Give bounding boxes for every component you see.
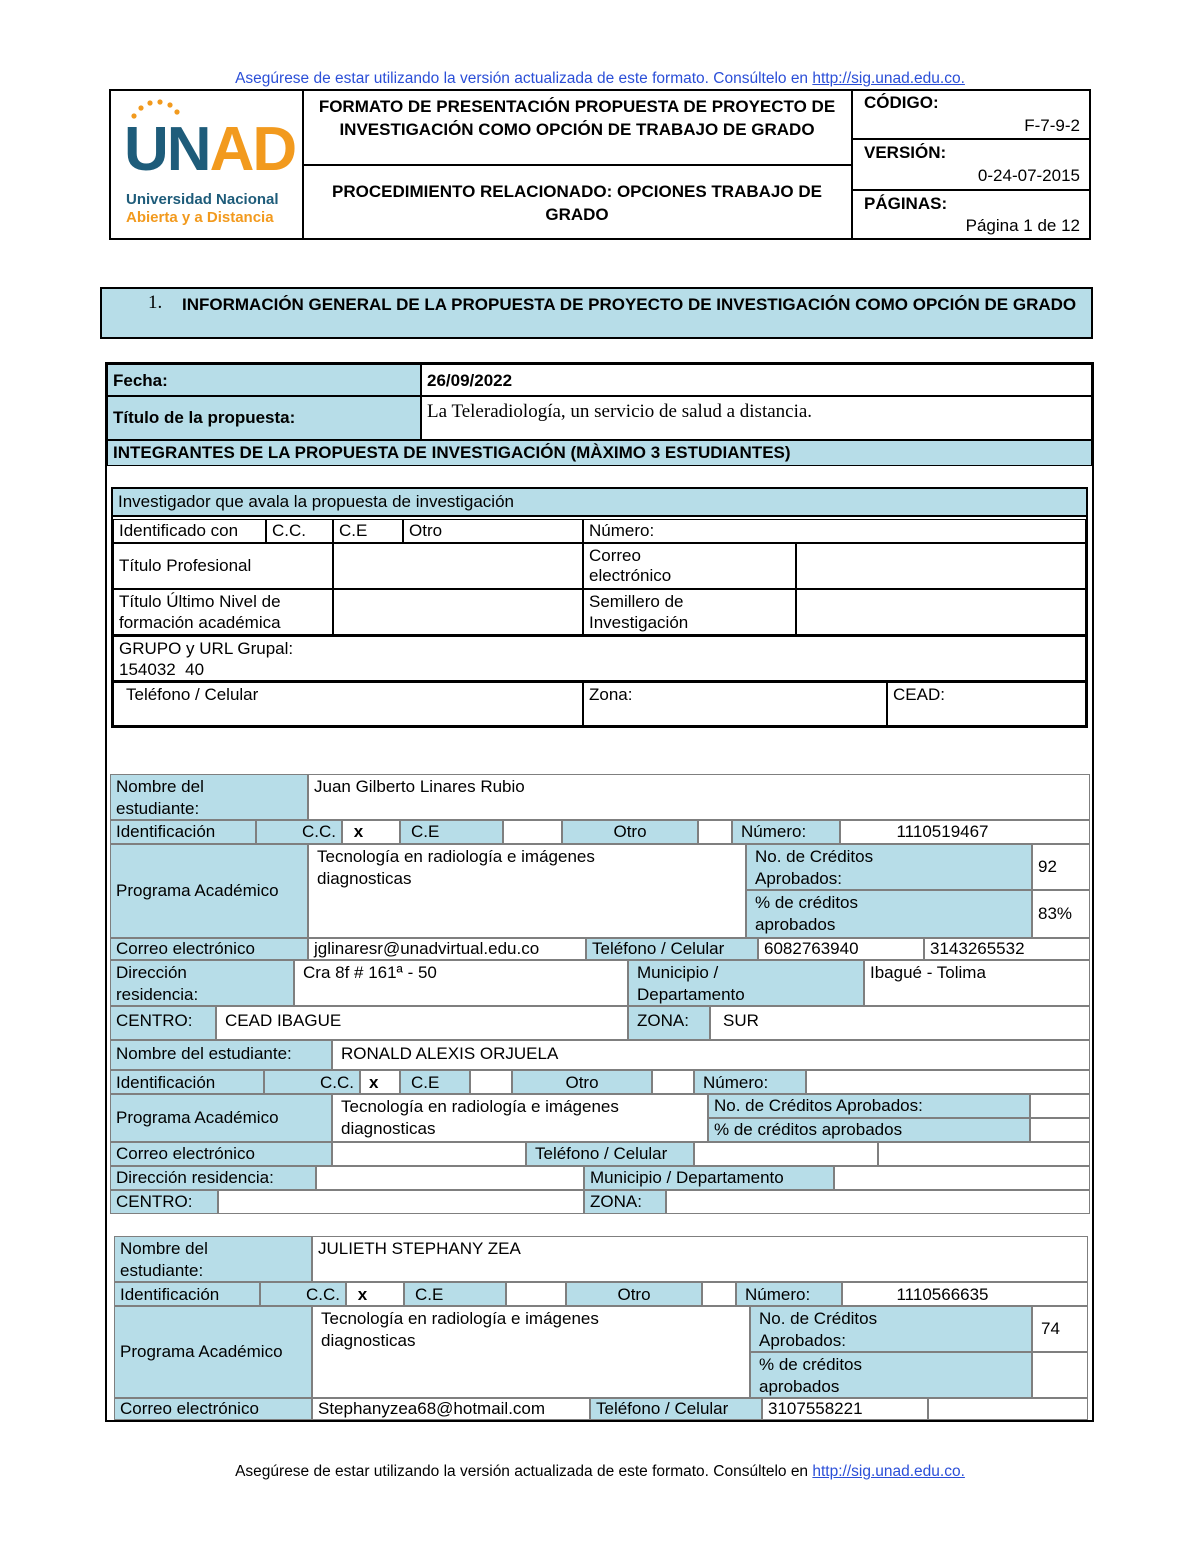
sig-link-top[interactable]: http://sig.unad.edu.co. — [812, 70, 965, 87]
integrantes-header: INTEGRANTES DE LA PROPUESTA DE INVESTIGACIÓN (MÀXIMO 3 ESTUDIANTES) — [107, 440, 1092, 466]
s2-numero[interactable] — [806, 1070, 1090, 1094]
inv-semillero-label: Semillero de Investigación — [583, 589, 796, 635]
inv-semillero-value[interactable] — [796, 589, 1086, 635]
inv-correo-label: Correo electrónico — [583, 543, 796, 589]
s3-tel1: 3107558221 — [762, 1398, 928, 1420]
s2-cc: C.C. — [264, 1070, 360, 1094]
inv-titulo-prof-label: Título Profesional — [113, 543, 333, 589]
inv-grupo-value: 154032 40 — [119, 660, 205, 679]
s2-id-label: Identificación — [110, 1070, 264, 1094]
version-notice-top — [0, 70, 1200, 88]
section1-number: 1. — [148, 292, 163, 313]
s3-numero: 1110566635 — [842, 1282, 1088, 1306]
s1-nombre: Juan Gilberto Linares Rubio — [308, 774, 1090, 820]
s1-zona: SUR — [710, 1006, 1090, 1040]
s1-mun-label: Municipio / Departamento — [628, 960, 864, 1006]
s3-otro: Otro — [566, 1282, 702, 1306]
logo-wordmark: UNAD — [124, 115, 296, 184]
s1-centro: CEAD IBAGUE — [216, 1006, 628, 1040]
s2-dir[interactable] — [316, 1166, 584, 1190]
s3-numero-label: Número: — [736, 1282, 842, 1306]
s2-tel2[interactable] — [878, 1142, 1090, 1166]
s1-correo-label: Correo electrónico — [110, 938, 308, 960]
unad-logo — [116, 96, 296, 236]
s1-numero: 1110519467 — [840, 820, 1090, 844]
s2-mun[interactable] — [834, 1166, 1090, 1190]
s3-creditos-label: No. de Créditos Aprobados: — [750, 1306, 1032, 1352]
s1-id-label: Identificación — [110, 820, 256, 844]
s3-otro-mark[interactable] — [702, 1282, 736, 1306]
sig-link-bottom[interactable]: http://sig.unad.edu.co. — [812, 1463, 965, 1480]
s2-nombre: RONALD ALEXIS ORJUELA — [332, 1040, 1090, 1070]
s1-tel-label: Teléfono / Celular — [586, 938, 758, 960]
s2-creditos-label: No. de Créditos Aprobados: — [708, 1094, 1030, 1118]
codigo-value: F-7-9-2 — [1024, 116, 1080, 135]
s3-nombre-label: Nombre del estudiante: — [114, 1236, 312, 1282]
s1-zona-label: ZONA: — [628, 1006, 710, 1040]
s2-nombre-label: Nombre del estudiante: — [110, 1040, 332, 1070]
fecha-value: 26/09/2022 — [421, 364, 1092, 396]
s1-numero-label: Número: — [732, 820, 840, 844]
s2-programa: Tecnología en radiología e imágenes diagnosticas — [332, 1094, 708, 1142]
inv-numero: Número: — [583, 519, 1086, 543]
s3-correo-label: Correo electrónico — [114, 1398, 312, 1420]
s3-correo: Stephanyzea68@hotmail.com — [312, 1398, 590, 1420]
inv-correo-value[interactable] — [796, 543, 1086, 589]
inv-grupo — [113, 635, 1086, 681]
version-notice-bottom — [0, 1463, 1200, 1481]
inv-id-label: Identificado con — [113, 519, 266, 543]
logo-line1: Universidad Nacional — [126, 191, 279, 208]
inv-zona: Zona: — [583, 681, 887, 726]
s1-tel1: 6082763940 — [758, 938, 924, 960]
s2-cc-mark: x — [360, 1070, 400, 1094]
inv-telefono: Teléfono / Celular — [113, 681, 583, 726]
s2-zona[interactable] — [666, 1190, 1090, 1214]
s1-pct-label: % de créditos aprobados — [746, 890, 1032, 938]
titulo-label: Título de la propuesta: — [107, 396, 421, 440]
s3-nombre: JULIETH STEPHANY ZEA — [312, 1236, 1088, 1282]
s2-otro: Otro — [512, 1070, 652, 1094]
s1-cc: C.C. — [256, 820, 342, 844]
s1-mun: Ibagué - Tolima — [864, 960, 1090, 1006]
logo-line2: Abierta y a Distancia — [126, 209, 274, 226]
s1-nombre-label: Nombre del estudiante: — [110, 774, 308, 820]
investigator-header: Investigador que avala la propuesta de investigación — [113, 489, 1086, 517]
s3-creditos: 74 — [1032, 1306, 1088, 1352]
s1-centro-label: CENTRO: — [110, 1006, 216, 1040]
s3-programa: Tecnología en radiología e imágenes diagnosticas — [312, 1306, 750, 1398]
paginas-value: Página 1 de 12 — [965, 216, 1080, 235]
s1-programa-label: Programa Académico — [110, 844, 308, 938]
inv-ce: C.E — [333, 519, 403, 543]
s3-cc-mark: x — [346, 1282, 404, 1306]
s2-mun-label: Municipio / Departamento — [584, 1166, 834, 1190]
s3-pct[interactable] — [1032, 1352, 1088, 1398]
s3-programa-label: Programa Académico — [114, 1306, 312, 1398]
s1-ce-mark[interactable] — [503, 820, 562, 844]
s1-programa: Tecnología en radiología e imágenes diagnosticas — [308, 844, 746, 938]
s3-cc: C.C. — [260, 1282, 346, 1306]
s1-cc-mark: x — [342, 820, 400, 844]
inv-cead: CEAD: — [887, 681, 1086, 726]
s2-programa-label: Programa Académico — [110, 1094, 332, 1142]
s2-pct-label: % de créditos aprobados — [708, 1118, 1030, 1142]
s1-ce: C.E — [400, 820, 503, 844]
s3-id-label: Identificación — [114, 1282, 260, 1306]
section1-title: INFORMACIÓN GENERAL DE LA PROPUESTA DE PROYECTO DE INVESTIGACIÓN COMO OPCIÓN DE GRADO — [182, 295, 1077, 314]
titulo-value: La Teleradiología, un servicio de salud a distancia. — [421, 396, 1092, 440]
s2-zona-label: ZONA: — [584, 1190, 666, 1214]
s2-creditos[interactable] — [1030, 1094, 1090, 1118]
s2-centro[interactable] — [218, 1190, 584, 1214]
inv-cc: C.C. — [266, 519, 333, 543]
s2-correo-label: Correo electrónico — [110, 1142, 332, 1166]
s1-creditos-label: No. de Créditos Aprobados: — [746, 844, 1032, 890]
version-notice-text-bottom: Asegúrese de estar utilizando la versión actualizada de este formato. Consúltelo en — [235, 1463, 809, 1480]
s1-pct: 83% — [1032, 890, 1090, 938]
s2-centro-label: CENTRO: — [110, 1190, 218, 1214]
s3-ce: C.E — [404, 1282, 506, 1306]
format-title: FORMATO DE PRESENTACIÓN PROPUESTA DE PROYECTO DE INVESTIGACIÓN COMO OPCIÓN DE TRABAJO DE GRADO — [318, 97, 836, 139]
s3-pct-label: % de créditos aprobados — [750, 1352, 1032, 1398]
s1-otro-mark[interactable] — [698, 820, 732, 844]
codigo-label: CÓDIGO: — [864, 93, 939, 112]
s2-dir-label: Dirección residencia: — [110, 1166, 316, 1190]
s1-correo: jglinaresr@unadvirtual.edu.co — [308, 938, 586, 960]
s2-correo[interactable] — [332, 1142, 526, 1166]
fecha-label: Fecha: — [107, 364, 421, 396]
s2-tel1[interactable] — [694, 1142, 878, 1166]
s1-creditos: 92 — [1032, 844, 1090, 890]
inv-titulo-prof-value[interactable] — [333, 543, 583, 589]
version-value: 0-24-07-2015 — [977, 166, 1080, 185]
version-label: VERSIÓN: — [864, 143, 947, 162]
s2-numero-label: Número: — [694, 1070, 806, 1094]
s1-dir-label: Dirección residencia: — [110, 960, 294, 1006]
inv-grupo-label: GRUPO y URL Grupal: — [119, 639, 294, 658]
s2-pct[interactable] — [1030, 1118, 1090, 1142]
s1-otro: Otro — [562, 820, 698, 844]
s2-tel-label: Teléfono / Celular — [526, 1142, 694, 1166]
s2-otro-mark[interactable] — [652, 1070, 694, 1094]
version-notice-text: Asegúrese de estar utilizando la versión actualizada de este formato. Consúltelo en — [235, 70, 809, 87]
s3-ce-mark[interactable] — [506, 1282, 566, 1306]
s3-tel-label: Teléfono / Celular — [590, 1398, 762, 1420]
s1-dir: Cra 8f # 161ª - 50 — [294, 960, 628, 1006]
s3-tel2[interactable] — [928, 1398, 1088, 1420]
s2-ce-mark[interactable] — [470, 1070, 512, 1094]
procedure-title: PROCEDIMIENTO RELACIONADO: OPCIONES TRABAJO DE GRADO — [332, 182, 822, 224]
s2-ce: C.E — [400, 1070, 470, 1094]
inv-titulo-ultimo-value[interactable] — [333, 589, 583, 635]
s1-tel2: 3143265532 — [924, 938, 1090, 960]
inv-titulo-ultimo-label: Título Último Nivel de formación académica — [113, 589, 333, 635]
paginas-label: PÁGINAS: — [864, 194, 948, 213]
inv-otro: Otro — [403, 519, 583, 543]
